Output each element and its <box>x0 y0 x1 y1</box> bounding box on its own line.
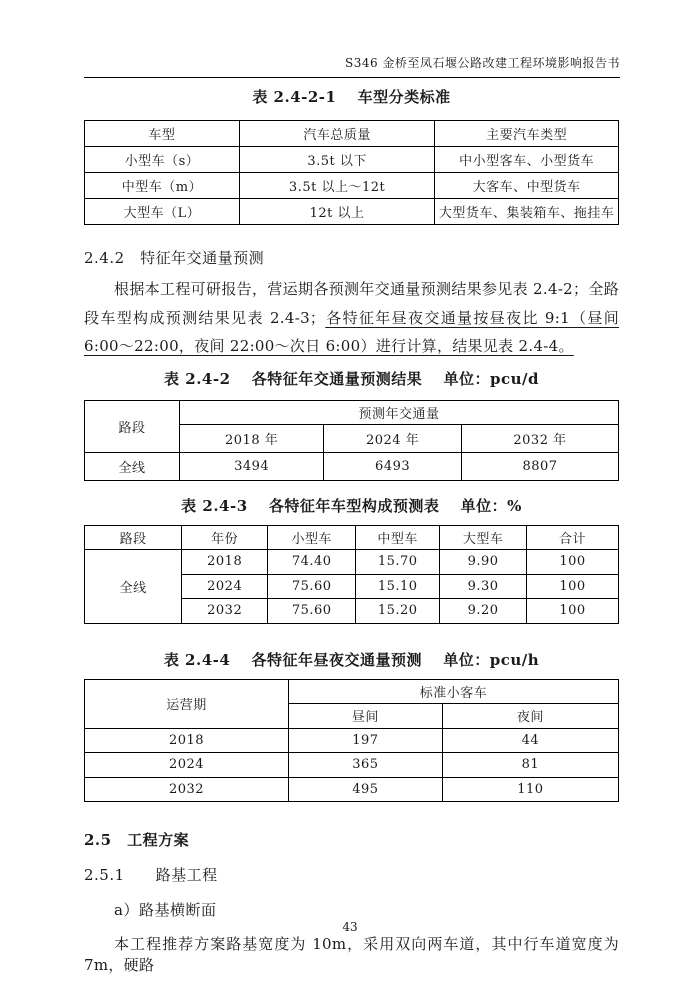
table-cell: 495 <box>288 777 442 802</box>
table-title-day-night: 表 2.4-4 各特征年昼夜交通量预测 单位：pcu/h <box>163 650 540 669</box>
table-title-classification: 表 2.4-2-1 车型分类标准 <box>252 88 451 106</box>
paragraph-text-normal: 根据本工程可研报告，营运期各预测年交通量预测结果参见表 2.4-2；全路段车型构成预测结果见表 2.4-3； <box>84 280 619 327</box>
table-row <box>85 199 619 225</box>
page-number: 43 <box>342 920 358 934</box>
page-content <box>84 86 619 975</box>
table-cell: 100 <box>527 574 619 599</box>
section-heading-25: 2.5 工程方案 <box>84 831 190 849</box>
table-cell: 81 <box>442 753 618 778</box>
table-cell: 全线 <box>85 550 182 624</box>
classification-table <box>84 120 619 225</box>
table-header-row <box>85 121 619 147</box>
table-row <box>85 452 619 480</box>
table-cell: 2018 <box>85 728 289 753</box>
table-header-cell: 主要汽车类型 <box>435 121 619 147</box>
traffic-forecast-table <box>84 400 619 481</box>
table-header-cell: 路段 <box>85 525 182 550</box>
table-cell: 365 <box>288 753 442 778</box>
day-night-traffic-table <box>84 679 619 803</box>
table-header-cell: 标准小客车 <box>288 679 618 704</box>
table-cell: 中型车（m） <box>85 173 240 199</box>
table-title-traffic-forecast: 表 2.4-2 各特征年交通量预测结果 单位：pcu/d <box>164 369 539 388</box>
table-cell: 3494 <box>180 452 324 480</box>
table-cell: 110 <box>442 777 618 802</box>
table-cell: 大型车（L） <box>85 199 240 225</box>
table-cell: 75.60 <box>268 574 356 599</box>
table-cell: 3.5t 以下 <box>239 147 434 173</box>
table-cell: 100 <box>527 550 619 575</box>
table-cell: 2024 <box>182 574 268 599</box>
table-header-cell: 昼间 <box>288 704 442 729</box>
table-header-cell: 小型车 <box>268 525 356 550</box>
table-header-cell: 车型 <box>85 121 240 147</box>
table-header-cell: 年份 <box>182 525 268 550</box>
table-header-cell: 汽车总质量 <box>239 121 434 147</box>
table-cell: 2018 <box>182 550 268 575</box>
table-header-cell: 路段 <box>85 400 180 452</box>
table-header-row <box>85 525 619 550</box>
table-cell: 9.30 <box>440 574 527 599</box>
body-paragraph: 本工程推荐方案路基宽度为 10m，采用双向两车道，其中行车道宽度为 7m，硬路 <box>84 935 619 974</box>
table-cell: 6493 <box>324 452 462 480</box>
table-row <box>85 173 619 199</box>
table-header-cell: 2018 年 <box>180 424 324 452</box>
table-title-vehicle-composition: 表 2.4-3 各特征年车型构成预测表 单位：% <box>181 496 522 515</box>
section-heading-242: 2.4.2 特征年交通量预测 <box>84 249 265 267</box>
table-header-cell: 2032 年 <box>461 424 618 452</box>
table-row <box>85 550 619 575</box>
table-cell: 中小型客车、小型货车 <box>435 147 619 173</box>
table-cell: 2032 <box>85 777 289 802</box>
table-cell: 9.90 <box>440 550 527 575</box>
paragraph-text-underlined: 各特征年昼夜交通量按昼夜比 9:1（昼间 6:00～22:00，夜间 22:00～次日 6:00）进行计算，结果见表 2.4-4。 <box>84 308 619 355</box>
section-heading-251: 2.5.1 路基工程 <box>84 866 218 884</box>
table-cell: 44 <box>442 728 618 753</box>
table-row <box>85 753 619 778</box>
subsection-heading-a: a）路基横断面 <box>114 901 217 919</box>
table-cell: 15.20 <box>356 599 440 624</box>
table-cell: 75.60 <box>268 599 356 624</box>
table-cell: 74.40 <box>268 550 356 575</box>
page-header <box>84 54 620 78</box>
table-header-cell: 合计 <box>527 525 619 550</box>
header-title: S346 金桥至凤石堰公路改建工程环境影响报告书 <box>345 56 620 70</box>
table-cell: 3.5t 以上～12t <box>239 173 434 199</box>
table-cell: 大客车、中型货车 <box>435 173 619 199</box>
paragraph-242 <box>84 275 619 361</box>
table-cell: 12t 以上 <box>239 199 434 225</box>
table-cell: 100 <box>527 599 619 624</box>
table-header-cell: 预测年交通量 <box>180 400 619 424</box>
table-header-cell: 大型车 <box>440 525 527 550</box>
table-header-cell: 运营期 <box>85 679 289 728</box>
table-cell: 2024 <box>85 753 289 778</box>
table-header-cell: 夜间 <box>442 704 618 729</box>
table-header-row <box>85 679 619 704</box>
table-cell: 9.20 <box>440 599 527 624</box>
table-cell: 小型车（s） <box>85 147 240 173</box>
table-row <box>85 147 619 173</box>
table-row <box>85 728 619 753</box>
vehicle-composition-table <box>84 525 619 624</box>
table-cell: 2032 <box>182 599 268 624</box>
table-cell: 15.10 <box>356 574 440 599</box>
table-header-cell: 中型车 <box>356 525 440 550</box>
table-cell: 大型货车、集装箱车、拖挂车 <box>435 199 619 225</box>
table-cell: 197 <box>288 728 442 753</box>
table-row <box>85 777 619 802</box>
table-header-cell: 2024 年 <box>324 424 462 452</box>
table-cell: 全线 <box>85 452 180 480</box>
table-header-row <box>85 400 619 424</box>
table-cell: 8807 <box>461 452 618 480</box>
table-cell: 15.70 <box>356 550 440 575</box>
